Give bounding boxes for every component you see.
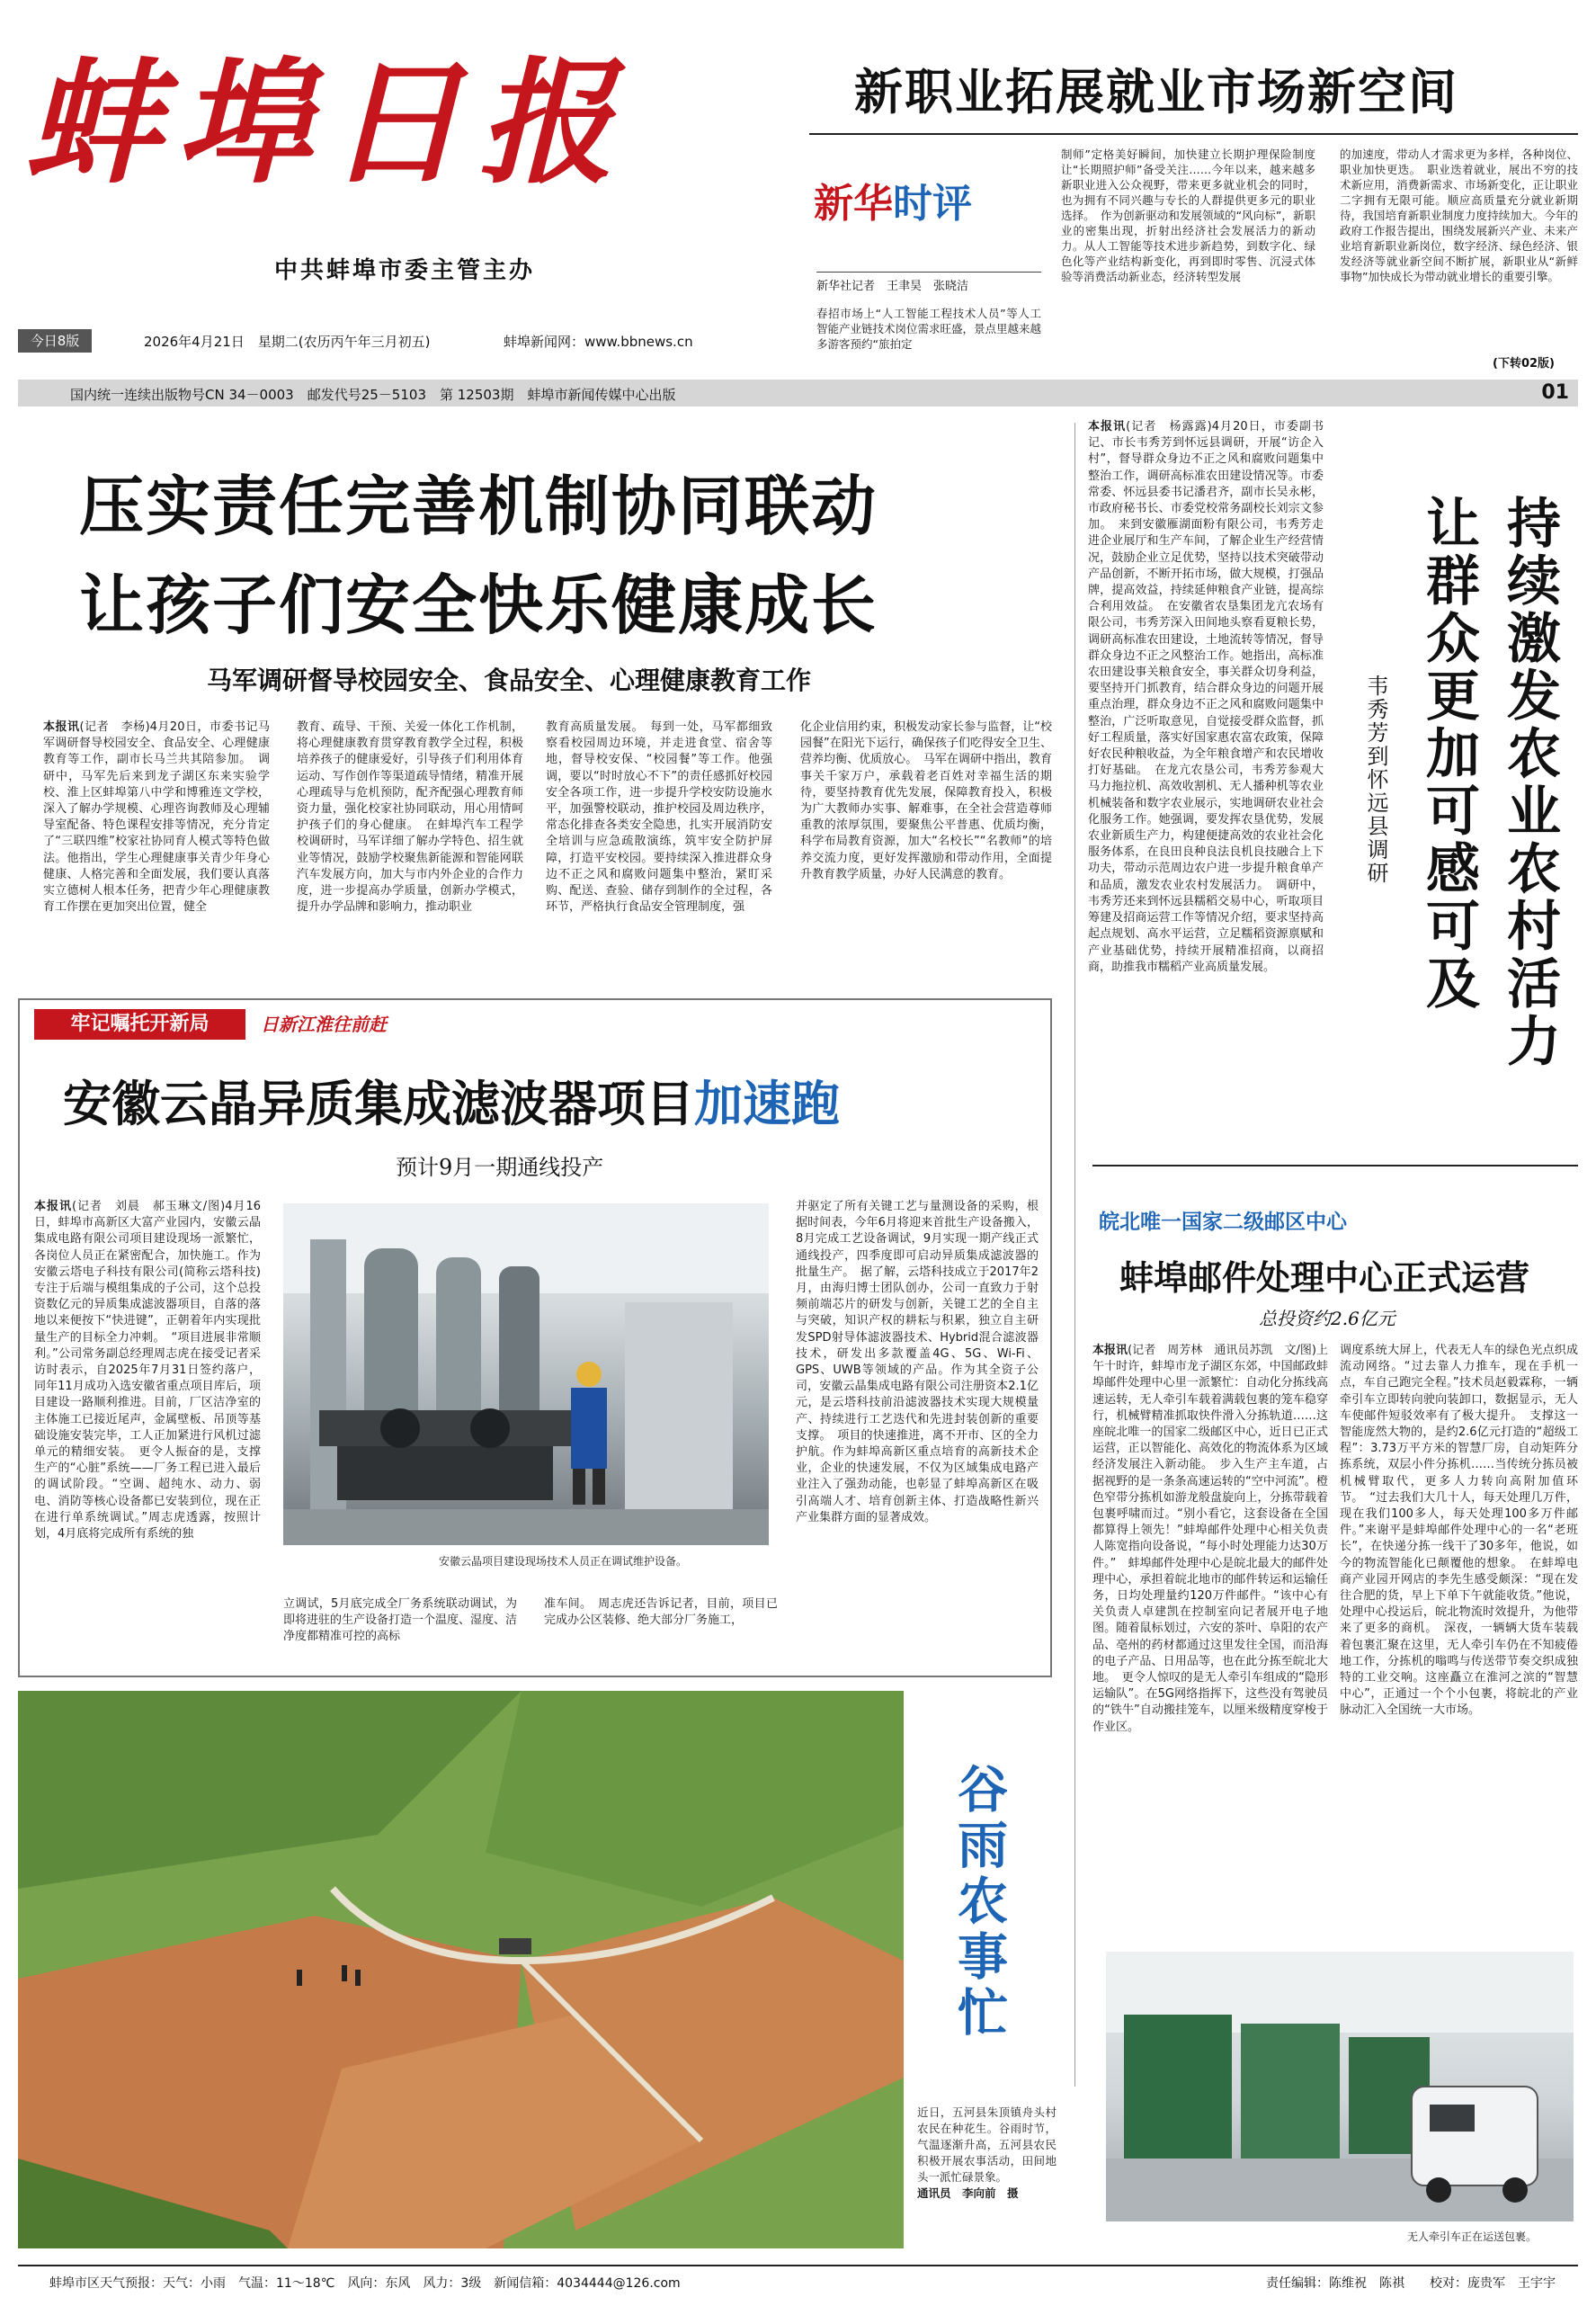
farm-headline: 谷雨农事忙	[950, 1763, 1008, 2042]
feature-tag-blue: 日新江淮往前赶	[261, 1014, 387, 1035]
lead-col1	[43, 720, 270, 980]
farm-caption	[917, 2105, 1057, 2248]
footer-band	[18, 2265, 1578, 2292]
warehouse-illustration	[1106, 1952, 1574, 2221]
postal-col1-text: 苏凯 文/图)上午十时许，蚌埠市龙子湖区东郊，中国邮政蚌埠邮件处理中心里一派繁忙：自动化分拣线高速运转，无人牵引车载着满载包裹的笼车稳穿行，机械臂精准抓取快件滑入分拣轨道……这座皖北唯一的国家二级邮区中心，近日已正式运营，正以智能化、高效化的物流体系为区域经济发展注入新动能。 步入生产主车道，占据视野的是一条条高速运转的“空中河流”。橙色窄带分拣机如游龙般盘旋向上，分拣带载着包裹呼啸而过。“别小看它，这套设备在全国都算得上领先！”蚌埠邮件处理中心相关负责人陈宽指向设备说，“每小时处理能力达30万件。” 蚌埠邮件处理中心是皖北最大的邮件处理中心，承担着皖北地市的邮件转运和运输任务，日均处理量约120万件邮件。“该中心有关负责人卓建凯在控制室向记者展开电子地图。随着鼠标划过，六安的茶叶、阜阳的农产品、亳州的药材都通过这里发往全国，而沿海的电子产品、日用品等，也在此分拣至皖北大地。 更令人惊叹的是无人牵引车组成的“隐形运输队”。在5G网络指挥下，这些没有驾驶员的“铁牛”自动搬挂笼车，以厘米级精度穿梭于作业区。	[1092, 1344, 1328, 1734]
commentary-col2: 制师”定格美好瞬间，加快建立长期护理保险制度让“长期照护师”备受关注……今年以来，越来越多新职业进入公众视野，带来更多就业机会的同时，也为拥有不同兴趣与专长的人群提供更多元的职业选择。 作为创新驱动和发展领域的“风向标”，新职业的密集出现，折射出经济社会发展活力的新动力。从人工智能等技术进步新趋势，到数字化、绿色化等产业结构新变化，再到即时零售、沉浸式体验等消费活动新业态，经济转型发展	[1061, 147, 1315, 283]
farm-photo	[18, 1691, 904, 2248]
commentary-col3: 的加速度，带动人才需求更为多样，各种岗位、职业加快更迭。 职业迭着就业，展出不穷的技术新应用，消费新需求、市场新变化，正让职业二字拥有无限可能。顺应高质量充分就业新期待，我国培育新职业制度力度持续加大。今年的政府工作报告提出，围绕发展新兴产业、未来产业培育新职业新岗位，数字经济、绿色经济、银发经济等就业新空间不断扩展，新职业从“新鲜事物”加快成长为带动就业增长的重要引擎。	[1340, 147, 1578, 283]
postal-byline: 本报讯	[1092, 1344, 1128, 1357]
sponsor-line: 中共蚌埠市委主管主办	[274, 257, 536, 284]
lead-byline: 本报讯	[43, 720, 80, 734]
edition-badge: 今日8版	[18, 329, 92, 353]
farm-caption-text: 近日，五河县朱顶镇舟头村农民在种花生。谷雨时节，气温逐渐升高，五河县农民积极开展农事活动，田间地头一派忙碌景象。	[917, 2105, 1057, 2184]
lead-byline-rest: (记者 李杨)4月20日，	[79, 720, 210, 734]
lead-col1-text: 市委书记马军调研督导校园安全、食品安全、心理健康教育等工作，副市长马兰共其陪参加。 调研中，马军先后来到龙子湖区东来实验学校、淮上区蚌埠第八中学和博雅连文学校，深入了解办学规模、心理咨询教师及心理辅导室配备、特色课程安排等情况，充分肯定了“三联四维”校家社协同育人模式等特色做法。他指出，学生心理健康事关青少年身心健康、人格完善和全面发展，我们要认真落实立德树人根本任务，把青少年心理健康教育工作摆在更加突出位置，健全	[43, 720, 270, 915]
commentary-continue: (下转02版)	[1493, 357, 1555, 371]
postal-col2: 调度系统大屏上，代表无人车的绿色光点织成流动网络。“过去靠人力推车，现在手机一点，车自己跑完全程。”技术员赵毅霖称，一辆牵引车立即转向驶向装卸口，数据显示，无人车使邮件短驳效率有了极大提升。 支撑这一智能庞然大物的，是约2.6亿元打造的“超级工程”：3.73万平方米的智慧厂房，自动矩阵分拣系统，双层小件分拣机……当传统分拣员被机械臂取代，更多人力转向高附加值环节。 “过去我们大几十人，每天处理几万件，现在我们100多人，每天处理100多万件邮件。”来谢平是蚌埠邮件处理中心的一名“老班长”，在快递分拣一线干了30多年，他说，如今的物流智能化已颠覆他的想象。 在蚌埠电商产业园开网店的李先生感受颇深：“现在发往合肥的货，早上下单下午就能收货。”他说，处理中心投运后，皖北物流时效提升，为他带来了更多的商机。 深夜，一辆辆大货车装载着包裹汇聚在这里，无人牵引车仍在不知疲倦地工作，分拣机的嗡鸣与传送带节奏交织成独特的工业交响。这座矗立在淮河之滨的“智慧中心”，正通过一个个小包裹，将皖北的产业脉动汇入全国统一大市场。	[1340, 1344, 1578, 1718]
commentary-col1: 春招市场上“人工智能工程技术人员”等人工智能产业链技术岗位需求旺盛，景点里越来越多游客预约“旅拍定	[816, 307, 1041, 351]
badge-text: 时评	[893, 181, 972, 227]
feature-byline: 本报讯	[34, 1200, 72, 1213]
feature-bottom-col2: 准车间。 周志虎还告诉记者，目前，项目已完成办公区装修、绝大部分厂务施工，	[544, 1597, 778, 1628]
right-story-byline: 本报讯	[1088, 420, 1127, 434]
page-number: 01	[1541, 381, 1569, 404]
footer-weather: 蚌埠市区天气预报：天气：小雨 气温：11～18℃ 风向：东风 风力：3级 新闻信箱：4034444@126.com	[49, 2276, 681, 2291]
registration-line: 国内统一连续出版物号CN 34－0003 邮发代号25－5103 第 12503期 蚌埠市新闻传媒中心出版	[70, 387, 676, 403]
feature-bottom-col1: 立调试，5月底完成全厂务系统联动调试，为即将进驻的生产设备打造一个温度、湿度、洁净度都精准可控的高标	[283, 1597, 517, 1644]
feature-tag-red: 牢记嘱托开新局	[34, 1009, 245, 1040]
lead-col3: 教育高质量发展。 每到一处，马军都细致察看校园周边环境，并走进食堂、宿舍等地，督导校安保、“校园餐”等工作。他强调，要以“时时放心不下”的责任感抓好校园安全各项工作，进一步提升学校安防设施水平，加强警校联动，推护校园及周边秩序，常态化排查各类安全隐患，扎实开展消防安全培训与应急疏散演练，筑牢安全防护屏障，打造平安校园。要持续深入推进群众身边不正之风和腐败问题集中整治，紧盯采购、配送、查验、储存到制作的全过程，各环节，严格执行食品安全管理制度，强	[546, 720, 772, 915]
right-story-body-text: 市委副书记、市长韦秀芳到怀远县调研，开展“访企入村”，督导群众身边不正之风和腐败问题集中整治工作，调研高标准农田建设情况等。市委常委、怀远县委书记潘君齐，副市长吴永彬，市政府秘书长、市委党校常务副校长刘宗文参加。 来到安徽雁湖面粉有限公司，韦秀芳走进企业展厅和生产车间，了解企业生产经营情况，鼓励企业立足优势，坚持以技术突破带动产品创新，不断开拓市场，做大规模，打强品牌，提高效益，持续延伸粮食产业链，提高综合利用效益。 在安徽省农垦集团龙亢农场有限公司，韦秀芳深入田间地头察看夏粮长势，调研高标准农田建设，土地流转等情况，督导群众身边不正之风整治工作。她指出，高标准农田建设事关粮食安全，事关群众切身利益，要坚持开门抓教育，结合群众身边的问题开展重点治理，群众身边不正之风和腐败问题集中整治，广泛听取意见，自觉接受群众监督，抓好工程质量，落实好国家惠农富农政策，保障好农民种粮收益，为全年粮食增产和农民增收打好基础。 在龙亢农垦公司，韦秀芳参观大马力拖拉机、高效收割机、无人播种机等农业机械装备和数字农业展示，实地调研农业社会化服务工作。她强调，要发挥农垦优势，发展农业新质生产力，构建便捷高效的农业社会化服务体系，在良田良种良法良机良技融合上下功夫，带动示范周边农户进一步提升粮食单产和品质，激发农业农村发展活力。 调研中，韦秀芳还来到怀远县糯稻交易中心，听取项目筹建及招商运营工作等情况介绍，要求坚持高起点规划、高水平运营，立足糯稻资源禀赋和产业基础优势，持续开展精准招商，以商招商，助推我市糯稻产业高质量发展。	[1088, 420, 1324, 974]
postal-col1	[1092, 1343, 1328, 1990]
postal-byline-rest: (记者 周芳林 通讯员	[1128, 1344, 1250, 1357]
lead-headline-2: 让孩子们安全快乐健康成长	[79, 568, 878, 643]
feature-col1	[34, 1199, 261, 1623]
badge-brand: 新华	[814, 181, 893, 227]
lead-headline-1: 压实责任完善机制协同联动	[79, 469, 878, 544]
lead-subhead: 马军调研督导校园安全、食品安全、心理健康教育工作	[207, 666, 812, 695]
postal-photo-caption: 无人牵引车正在运送包裹。	[1407, 2230, 1538, 2243]
feature-byline-rest: (记者 刘晨 郝玉琳	[71, 1200, 191, 1213]
masthead-logo	[25, 44, 736, 204]
commentary-byline: 新华社记者 王聿昊 张晓洁	[816, 272, 1041, 293]
feature-subhead: 预计9月一期通线投产	[396, 1155, 604, 1180]
right-subhead: 韦秀芳到怀远县调研	[1363, 675, 1388, 885]
feature-col2: 并驱定了所有关键工艺与量测设备的采购，根据时间表，今年6月将迎来首批生产设备搬入，8月完成工艺设备调试，9月实现一期产线正式通线投产，四季度即可启动异质集成滤波器的批量生产。 据了解，云塔科技成立于2017年2月，由海归博士团队创办，公司一直致力于射频前端芯片的研发与创新，关键工艺的全自主与突破，知识产权的耕耘与积累，独立自主研发SPD射导体滤波器技术、Hybrid混合滤波器技术，研发出多款覆盖4G、5G、Wi-Fi、GPS、UWB等领域的产品。作为其全资子公司，安徽云晶集成电路有限公司注册资本2.1亿元，是云塔科技前沿滤波器技术实现大规模量产、持续进行工艺迭代和先进封装创新的重要支撑。 项目的快速推进，离不开市、区的全力护航。作为蚌埠高新区重点培育的高新技术企业，企业的快速发展，不仅为区域集成电路产业注入了强劲动能，也彰显了蚌埠高新区在吸引高端人才、培育创新主体、打造战略性新兴产业集群方面的显著成效。	[796, 1200, 1039, 1524]
lead-col4: 化企业信用约束，积极发动家长参与监督，让“校园餐”在阳光下运行，确保孩子们吃得安全卫生、营养均衡、优质放心。 马军在调研中指出，教育事关千家万户，承载着老百姓对幸福生活的期待，要坚持教育优先发展，保障教育投入，积极为广大教师办实事、解难事，在全社会营造尊师重教的浓厚氛围，要聚焦公平普惠、优质均衡，科学布局教育资源，加大“名校长”“名教师”的培养交流力度，更好发挥激励和带动作用，全面提升教育教学质量，办好人民满意的教育。	[800, 720, 1052, 881]
feature-headline	[63, 1066, 840, 1135]
postal-kicker: 皖北唯一国家二级邮区中心	[1099, 1211, 1347, 1234]
right-headline-2: 让群众更加可感可及	[1417, 495, 1480, 1013]
postal-subhead: 总投资约2.6亿元	[1259, 1308, 1395, 1329]
lead-col2: 教育、疏导、干预、关爱一体化工作机制，将心理健康教育贯穿教育教学全过程，积极培养孩子的健康爱好，引导孩子们利用体育运动、写作创作等渠道疏导情绪，精准开展心理疏导与危机预防，配齐配强心理教育师资力量，强化校家社协同联动，用心用情呵护孩子们的身心健康。 在蚌埠汽车工程学校调研时，马军详细了解办学特色、招生就业等情况，鼓励学校聚焦新能源和智能网联汽车发展方向，加大与市内外企业的合作力度，进一步提高办学质量，创新办学模式，提升办学品牌和影响力，推动职业	[297, 720, 523, 915]
feature-photo-caption: 安徽云晶项目建设现场技术人员正在调试维护设备。	[439, 1555, 688, 1568]
commentary-headline: 新职业拓展就业市场新空间	[854, 63, 1458, 121]
feature-headline-accent: 加速跑	[694, 1076, 840, 1132]
farm-credit: 通讯员 李向前 摄	[917, 2186, 1019, 2200]
feature-photo	[283, 1203, 769, 1545]
registration-band	[18, 380, 1578, 407]
postal-photo	[1106, 1952, 1574, 2221]
date-line: 2026年4月21日 星期二(农历丙午年三月初五)	[144, 334, 431, 350]
right-story-body	[1088, 419, 1324, 1152]
farm-field-illustration	[18, 1691, 904, 2248]
right-headline-1: 持续激发农业农村活力	[1498, 495, 1561, 1070]
logo-text: 蚌埠日报	[25, 44, 630, 202]
xinhua-badge	[814, 171, 1030, 234]
website: 蚌埠新闻网：www.bbnews.cn	[504, 334, 693, 350]
footer-editors: 责任编辑：陈维祝 陈祺 校对：庞贵军 王宇宇	[1266, 2276, 1556, 2291]
factory-illustration	[283, 1203, 769, 1545]
postal-headline: 蚌埠邮件处理中心正式运营	[1119, 1258, 1530, 1298]
right-story-byline-rest: (记者 杨露露)4月20日，	[1126, 420, 1274, 434]
feature-col1-text: 文/图)4月16日，蚌埠市高新区大富产业园内，安徽云晶集成电路有限公司项目建设现场一派繁忙，各岗位人员正在紧密配合，加快施工。作为安徽云塔电子科技有限公司(简称云塔科技)专注于后端与模组集成的子公司，这个总投资数亿元的异质集成滤波器项目，自落的落地以来便按下“快进键”，正朝着年内实现批量生产的目标全力冲刺。 “项目进展非常顺利。”公司常务副总经理周志虎在接受记者采访时表示，自2025年7月31日签约落户，同年11月成功入选安徽省重点项目库后，项目建设一路顺利推进。目前，厂区洁净室的主体施工已接近尾声，金属壁板、吊顶等基础设施安装完毕，工人正加紧进行风机过滤单元的精细安装。 更令人振奋的是，支撑生产的“心脏”系统——厂务工程已进入最后的调试阶段。“空调、超纯水、动力、弱电、消防等核心设备都已安装到位，现在正在进行单系统调试。”周志虎透露，按照计划，4月底将完成所有系统的独	[34, 1200, 261, 1542]
feature-headline-main: 安徽云晶异质集成滤波器项目	[63, 1075, 694, 1132]
